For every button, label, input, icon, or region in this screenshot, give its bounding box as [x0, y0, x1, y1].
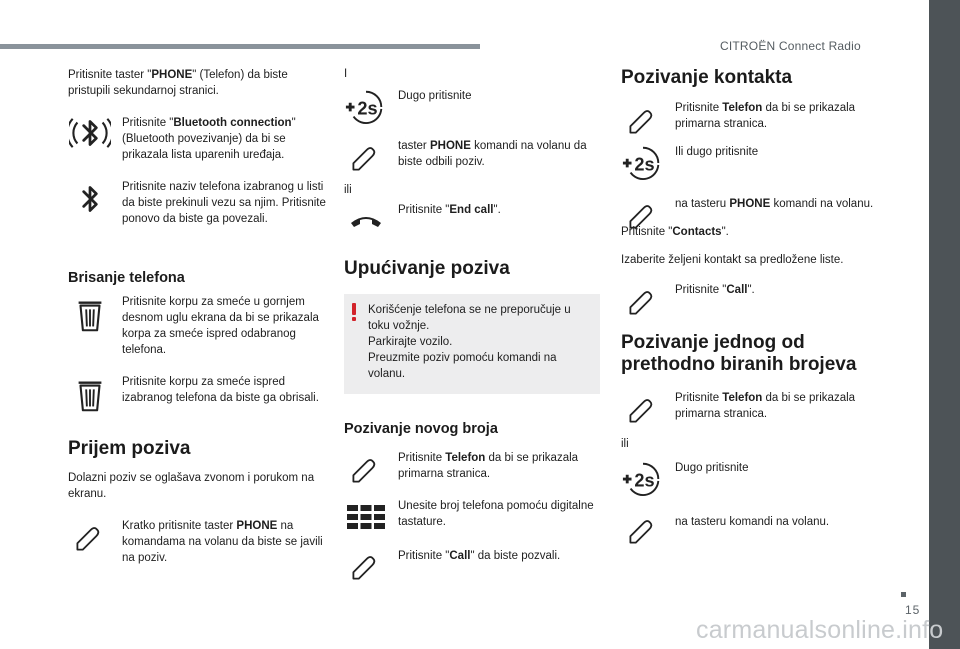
bluetooth-device-name-item: Pritisnite naziv telefona izabranog u listi da biste prekinuli vezu sa njim. Pritisnite ponovo da biste ga povezali. — [68, 179, 326, 227]
tap-icon — [621, 508, 665, 552]
short-press-item: Kratko pritisnite taster PHONE na komandama na volanu da biste se javili na poziv. — [68, 518, 326, 566]
hold-2s-icon — [621, 458, 665, 502]
telefon-item: Pritisnite Telefon da bi se prikazala primarna stranica. — [344, 450, 600, 482]
wheel-key-item: na tasteru komandi na volanu. — [621, 514, 881, 530]
warning-note: Korišćenje telefona se ne preporučuje u toku vožnje. Parkirajte vozilo. Preuzmite poziv pomoću komandi na volanu. — [344, 294, 600, 394]
tap-icon — [344, 544, 388, 588]
trash-icon — [68, 374, 112, 418]
bluetooth-wireless-icon — [68, 111, 112, 155]
phone-key-item: na tasteru PHONE komandi na volanu. — [621, 196, 881, 212]
bluetooth-icon — [68, 177, 112, 221]
contacts-text: Pritisnite "Contacts". — [621, 226, 729, 238]
intro-text: Pritisnite taster "PHONE" (Telefon) da biste pristupili sekundarnoj stranici. — [68, 69, 288, 97]
tap-icon — [344, 447, 388, 491]
badge-2s-text: 2s — [634, 154, 655, 175]
keypad-item: Unesite broj telefona pomoću digitalne tastature. — [344, 498, 600, 530]
side-strip — [929, 0, 960, 649]
brand-title: CITROËN Connect Radio — [720, 39, 861, 53]
tap-icon — [68, 515, 112, 559]
top-accent-rule — [0, 44, 480, 49]
section-heading-make-call: Upućivanje poziva — [344, 258, 510, 279]
long-press-item: 2s Dugo pritisnite — [344, 88, 600, 126]
telefon-item: Pritisnite Telefon da bi se prikazala primarna stranica. — [621, 100, 881, 132]
section-heading-receive-call: Prijem poziva — [68, 438, 191, 459]
conjunction-text: I — [344, 68, 348, 80]
bluetooth-connection-item: Pritisnite "Bluetooth connection" (Bluetooth povezivanje) da bi se prikazala lista uparenih uređaja. — [68, 115, 326, 163]
reject-call-item: taster PHONE komandi na volanu da biste odbili poziv. — [344, 138, 600, 170]
page-number: 15 — [905, 603, 921, 617]
end-call-item: Pritisnite "End call". — [344, 202, 600, 218]
call-item: Pritisnite "Call" da biste pozvali. — [344, 548, 600, 564]
badge-2s-text: 2s — [357, 98, 378, 119]
call-item: Pritisnite "Call". — [621, 282, 881, 298]
section-heading-delete-phone: Brisanje telefona — [68, 270, 185, 286]
receive-call-text: Dolazni poziv se oglašava zvonom i porukom na ekranu. — [68, 472, 315, 500]
tap-icon — [621, 98, 665, 142]
conjunction-text: ili — [344, 184, 352, 196]
trash-top-item: Pritisnite korpu za smeće u gornjem desnom uglu ekrana da bi se prikazala korpa za smeće ispred odabranog telefona. — [68, 294, 326, 358]
trash-selected-item: Pritisnite korpu za smeće ispred izabranog telefona da biste ga obrisali. — [68, 374, 326, 406]
tap-icon — [344, 135, 388, 179]
section-heading-call-contact: Pozivanje kontakta — [621, 67, 793, 88]
hang-up-icon — [344, 198, 388, 242]
long-press-item: 2s Ili dugo pritisnite — [621, 144, 881, 184]
badge-2s-text: 2s — [634, 470, 655, 491]
hold-2s-icon — [344, 86, 388, 130]
tap-icon — [621, 387, 665, 431]
hold-2s-icon — [621, 142, 665, 186]
choose-contact-text: Izaberite željeni kontakt sa predložene liste. — [621, 254, 844, 266]
trash-icon — [68, 294, 112, 338]
column-middle — [344, 60, 600, 564]
long-press-item: 2s Dugo pritisnite — [621, 460, 881, 500]
telefon-item: Pritisnite Telefon da bi se prikazala primarna stranica. — [621, 390, 881, 422]
section-heading-new-number: Pozivanje novog broja — [344, 421, 498, 437]
column-right — [621, 60, 881, 530]
keypad-icon — [344, 496, 388, 540]
section-heading-recent-numbers: Pozivanje jednog od prethodno biranih brojeva — [621, 332, 857, 375]
tap-icon — [621, 193, 665, 237]
column-left — [68, 60, 326, 566]
page-marker — [901, 592, 906, 597]
tap-icon — [621, 279, 665, 323]
conjunction-text: ili — [621, 438, 629, 450]
watermark: carmanualsonline.info — [696, 616, 944, 644]
warning-icon — [352, 303, 357, 321]
